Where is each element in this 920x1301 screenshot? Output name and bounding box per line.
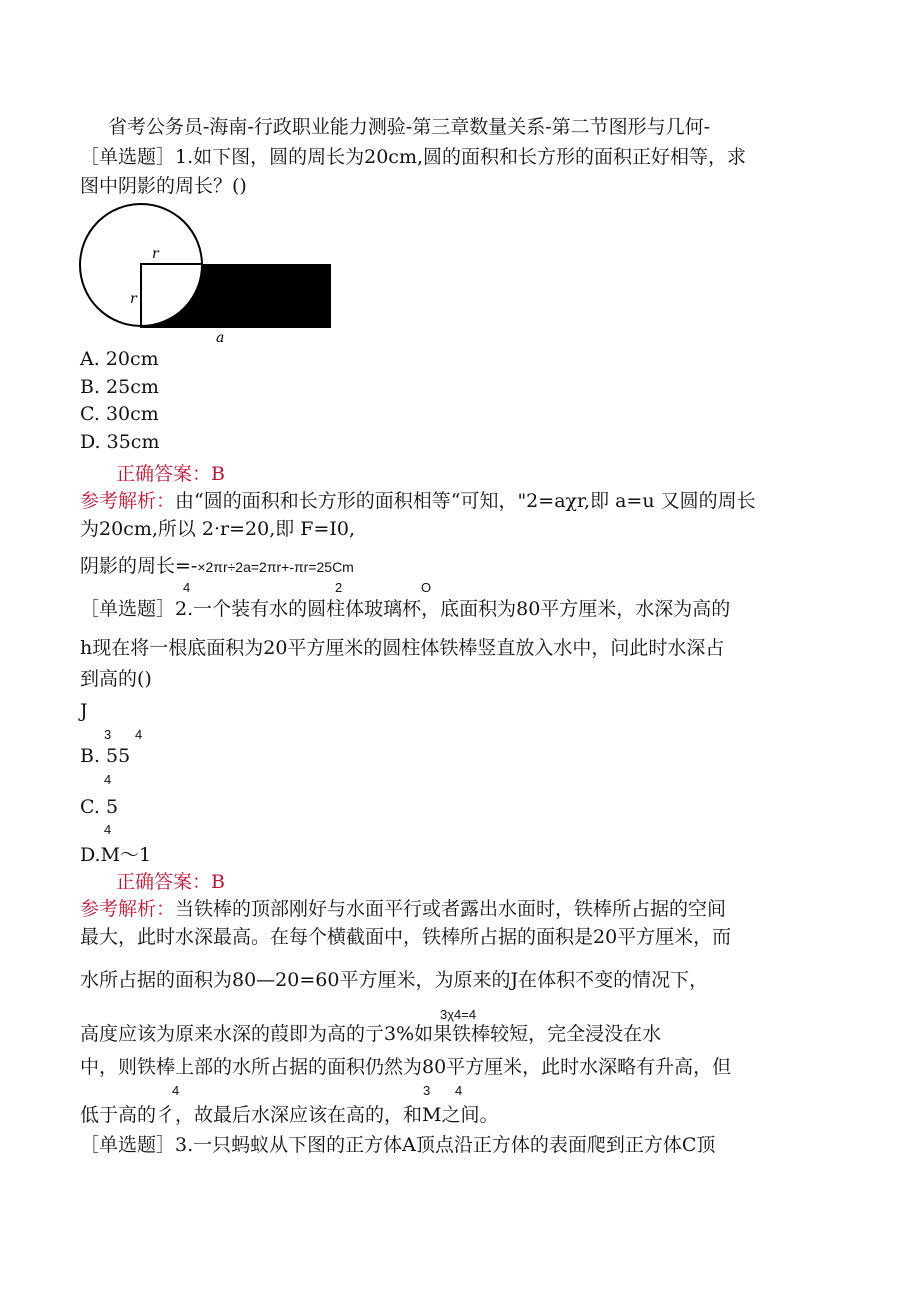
q1-analysis-formula: ×2πr÷2a=2πr+-πr=25Cm bbox=[197, 559, 354, 575]
q2-analysis-line2: 最大，此时水深最高。在每个横截面中，铁棒所占据的面积是20平方厘米，而 bbox=[80, 926, 732, 948]
document-title: 省考公务员-海南-行政职业能力测验-第三章数量关系-第二节图形与几何- bbox=[108, 116, 711, 138]
q2-answer: 正确答案：B bbox=[116, 871, 225, 893]
q1-answer: 正确答案：B bbox=[116, 463, 225, 485]
q2-option-d: D.M～1 bbox=[80, 844, 152, 866]
q1-analysis-text1: 由“圆的面积和长方形的面积相等“可知，"2=aχr,即 a=u 又圆的周长 bbox=[175, 490, 756, 512]
q2-option-sub-3: 3 bbox=[104, 727, 112, 742]
q2-analysis-line6: 低于高的彳，故最后水深应该在高的，和M之间。 bbox=[80, 1104, 499, 1126]
q3-stem-line1: ［单选题］3.一只蚂蚁从下图的正方体A顶点沿正方体的表面爬到正方体C顶 bbox=[80, 1134, 716, 1156]
q2-analysis-line1 bbox=[80, 897, 726, 921]
q2-stem-line2: h现在将一根底面积为20平方厘米的圆柱体铁棒竖直放入水中，问此时水深占 bbox=[80, 637, 725, 659]
q2-option-c-sub: 4 bbox=[104, 822, 112, 837]
q2-option-b-sub: 4 bbox=[104, 772, 112, 787]
q2-analysis-sub-b: 3 bbox=[423, 1083, 431, 1098]
q2-option-b: B. 55 bbox=[80, 745, 131, 767]
q2-analysis-text1: 当铁棒的顶部刚好与水面平行或者露出水面时，铁棒所占据的空间 bbox=[175, 898, 727, 920]
q2-analysis-line5: 中，则铁棒上部的水所占据的面积仍然为80平方厘米，此时水深略有升高，但 bbox=[80, 1056, 732, 1078]
q1-formula-sub-2: 2 bbox=[335, 580, 343, 595]
label-r-left: r bbox=[130, 291, 137, 307]
q1-option-b: B. 25cm bbox=[80, 376, 159, 398]
q2-analysis-sub-c: 4 bbox=[455, 1083, 463, 1098]
label-r-top: r bbox=[152, 246, 159, 262]
q1-option-c: C. 30cm bbox=[80, 403, 159, 425]
circle-rectangle-figure bbox=[78, 203, 338, 345]
q1-analysis-line2: 为20cm,所以 2·r=20,即 F=I0, bbox=[80, 518, 356, 540]
q2-option-j: J bbox=[80, 700, 88, 722]
q2-analysis-sub-a: 4 bbox=[172, 1083, 180, 1098]
q1-stem-line1: ［单选题］1.如下图，圆的周长为20cm,圆的面积和长方形的面积正好相等，求 bbox=[80, 146, 747, 168]
q2-option-sub-4: 4 bbox=[135, 727, 143, 742]
q1-formula-sub-4: 4 bbox=[183, 580, 191, 595]
label-a: a bbox=[216, 330, 225, 345]
q1-stem-line2: 图中阴影的周长？() bbox=[80, 175, 247, 197]
q1-option-a: A. 20cm bbox=[80, 348, 159, 370]
q2-analysis-line3: 水所占据的面积为80—20=60平方厘米，为原来的J在体积不变的情况下， bbox=[80, 969, 709, 991]
q2-stem-line3: 到高的() bbox=[80, 668, 152, 690]
q2-option-c: C. 5 bbox=[80, 796, 119, 818]
q2-stem-line1: ［单选题］2.一个装有水的圆柱体玻璃杯，底面积为80平方厘米，水深为高的 bbox=[80, 598, 731, 620]
q2-analysis-label: 参考解析： bbox=[80, 898, 176, 920]
q1-analysis-line3-main: 阴影的周长=- bbox=[80, 555, 198, 577]
q1-option-d: D. 35cm bbox=[80, 431, 160, 453]
q2-analysis-line4: 高度应该为原来水深的葭即为高的亍3%如果铁棒较短，完全浸没在水 bbox=[80, 1023, 662, 1045]
q1-analysis-line1 bbox=[80, 489, 756, 513]
q1-analysis-label: 参考解析： bbox=[80, 490, 176, 512]
q2-analysis-superscript: 3χ4=4 bbox=[440, 1007, 477, 1022]
q1-formula-sub-o: O bbox=[421, 580, 432, 595]
q1-analysis-line3 bbox=[80, 554, 354, 579]
